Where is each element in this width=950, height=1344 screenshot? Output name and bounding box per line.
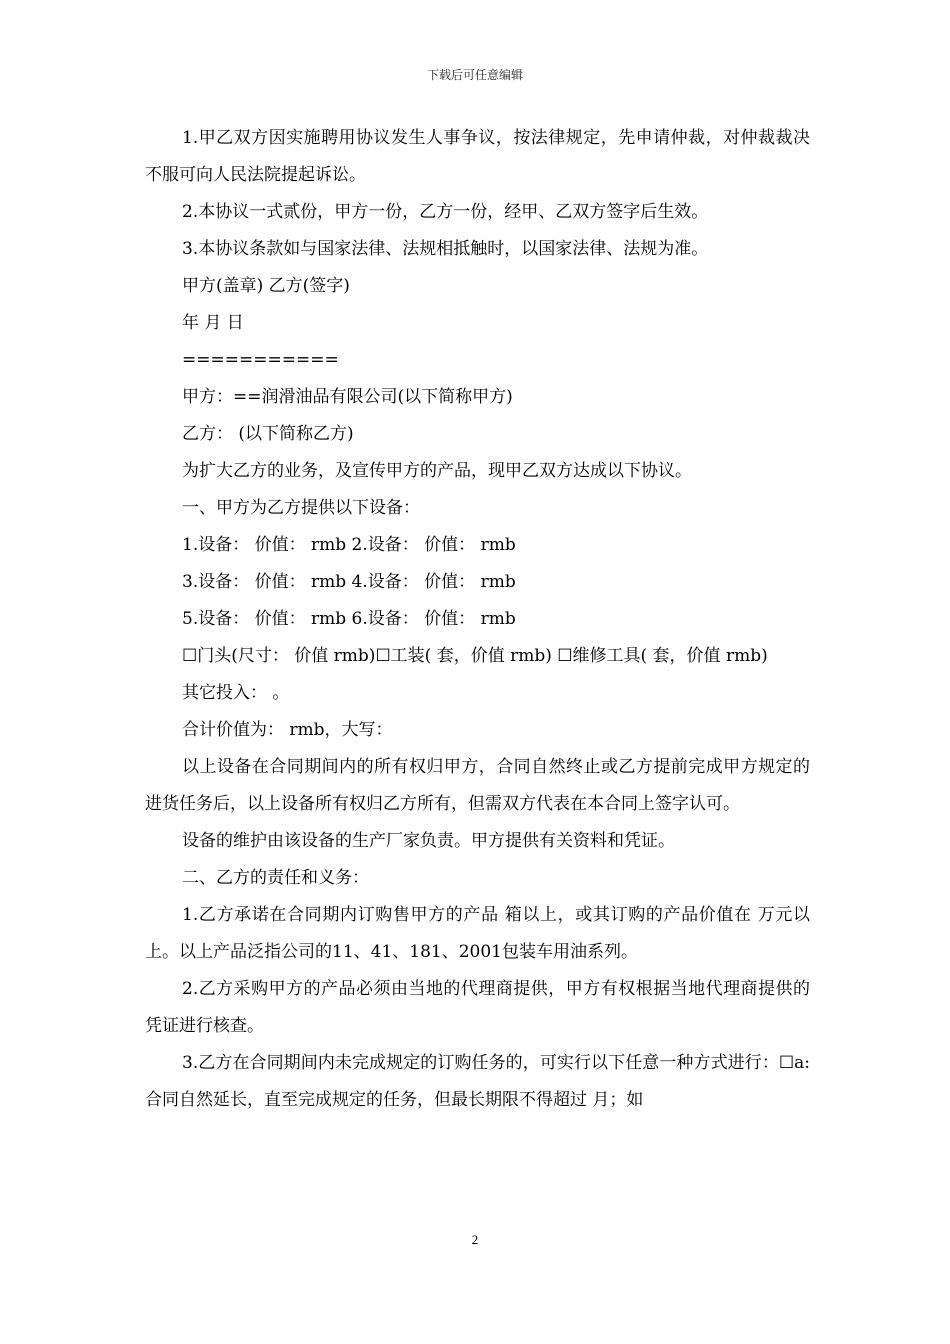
party-b-line: 乙方： (以下简称乙方) <box>182 424 354 444</box>
section-heading: 二、乙方的责任和义务： <box>182 868 369 888</box>
equipment-line: 5.设备： 价值： rmb 6.设备： 价值： rmb <box>182 609 516 629</box>
paragraph: 以上设备在合同期间内的所有权归甲方，合同自然终止或乙方提前完成甲方规定的进货任务后，以上设备所有权归乙方所有，但需双方代表在本合同上签字认可。 <box>145 757 810 814</box>
equipment-options: ☐门头(尺寸： 价值 rmb)☐工装( 套，价值 rmb) ☐维修工具( 套，价值 rmb) <box>182 646 768 666</box>
party-a-line: 甲方：==润滑油品有限公司(以下简称甲方) <box>182 387 513 407</box>
paragraph: 其它投入： 。 <box>182 683 290 703</box>
paragraph: 1.甲乙双方因实施聘用协议发生人事争议，按法律规定，先申请仲裁，对仲裁裁决不服可向人民法院提起诉讼。 <box>145 128 810 185</box>
paragraph: 1.乙方承诺在合同期内订购售甲方的产品 箱以上，或其订购的产品价值在 万元以上。以上产品泛指公司的11、41、181、2001包装车用油系列。 <box>145 905 810 962</box>
document-body <box>145 120 810 1119</box>
paragraph: 3.乙方在合同期间内未完成规定的订购任务的，可实行以下任意一种方式进行：☐a:合同自然延长，直至完成规定的任务，但最长期限不得超过 月；如 <box>145 1053 810 1110</box>
signature-line: 甲方(盖章) 乙方(签字) <box>182 276 350 296</box>
equipment-line: 3.设备： 价值： rmb 4.设备： 价值： rmb <box>182 572 516 592</box>
page-number: 2 <box>471 1232 479 1247</box>
paragraph: 2.乙方采购甲方的产品必须由当地的代理商提供，甲方有权根据当地代理商提供的凭证进行核查。 <box>145 979 810 1036</box>
paragraph: 为扩大乙方的业务，及宣传甲方的产品，现甲乙双方达成以下协议。 <box>182 461 692 481</box>
paragraph: 3.本协议条款如与国家法律、法规相抵触时，以国家法律、法规为准。 <box>182 239 709 259</box>
section-heading: 一、甲方为乙方提供以下设备： <box>182 498 420 518</box>
total-value-line: 合计价值为： rmb，大写： <box>182 720 393 740</box>
paragraph: 设备的维护由该设备的生产厂家负责。甲方提供有关资料和凭证。 <box>182 831 675 851</box>
equipment-line: 1.设备： 价值： rmb 2.设备： 价值： rmb <box>182 535 516 555</box>
paragraph: 2.本协议一式贰份，甲方一份，乙方一份，经甲、乙双方签字后生效。 <box>182 202 709 222</box>
page-header: 下载后可任意编辑 <box>426 68 523 82</box>
date-line: 年 月 日 <box>182 313 244 333</box>
separator-line: =========== <box>182 350 339 370</box>
